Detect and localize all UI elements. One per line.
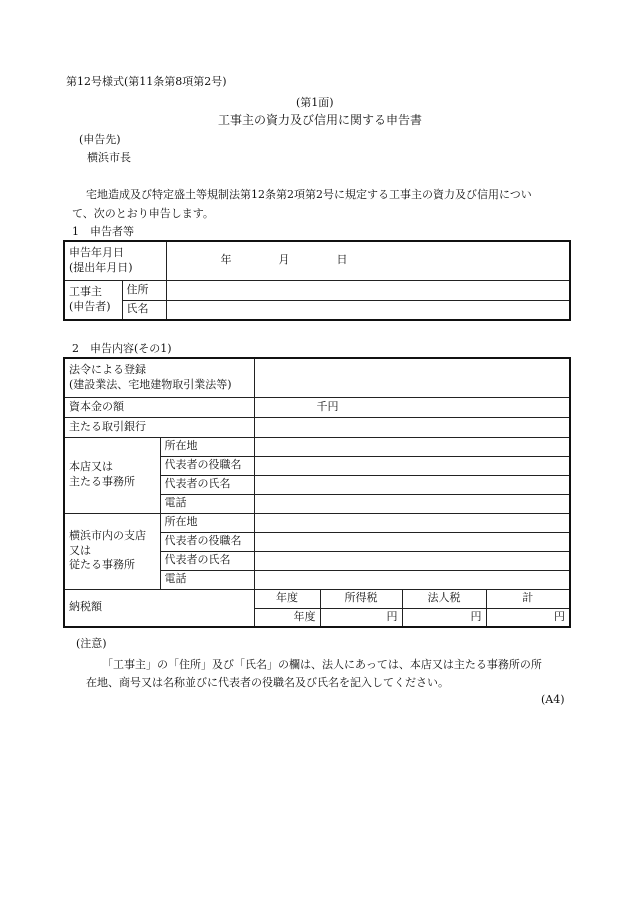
- applicant-table: [63, 240, 571, 321]
- head-office-rep-name-label: 代表者の氏名: [160, 475, 254, 494]
- head-office-location-field[interactable]: [254, 437, 570, 456]
- capital-label: 資本金の額: [64, 397, 254, 417]
- branch-phone-label: 電話: [160, 570, 254, 589]
- head-office-label: 本店又は 主たる事務所: [64, 437, 160, 513]
- declaration-table: [63, 357, 571, 628]
- tax-col-year: 年度: [254, 589, 320, 608]
- income-tax-field[interactable]: 円: [320, 608, 402, 627]
- form-number: 第12号様式(第11条第8項第2号): [66, 75, 227, 88]
- tax-col-income: 所得税: [320, 589, 402, 608]
- submission-date-field[interactable]: 年 月 日: [166, 241, 570, 280]
- section-1-heading: 1 申告者等: [72, 225, 134, 238]
- document-title: 工事主の資力及び信用に関する申告書: [218, 113, 423, 127]
- submission-date-label: 申告年月日 (提出年月日): [64, 241, 166, 280]
- tax-year-field[interactable]: 年度: [254, 608, 320, 627]
- branch-rep-title-label: 代表者の役職名: [160, 532, 254, 551]
- head-office-rep-name-field[interactable]: [254, 475, 570, 494]
- capital-field[interactable]: [254, 397, 570, 417]
- address-label: 住所: [122, 280, 166, 300]
- head-office-rep-title-field[interactable]: [254, 456, 570, 475]
- branch-rep-title-field[interactable]: [254, 532, 570, 551]
- notes-line-2: 在地、商号又は名称並びに代表者の役職名及び氏名を記入してください。: [86, 676, 449, 689]
- corporate-tax-field[interactable]: 円: [402, 608, 486, 627]
- branch-phone-field[interactable]: [254, 570, 570, 589]
- tax-label: 納税額: [64, 589, 254, 627]
- branch-location-label: 所在地: [160, 513, 254, 532]
- bank-label: 主たる取引銀行: [64, 417, 254, 437]
- tax-col-total: 計: [486, 589, 570, 608]
- intro-line-2: て、次のとおり申告します。: [72, 207, 214, 220]
- registration-field[interactable]: [254, 358, 570, 397]
- section-2-heading: 2 申告内容(その1): [72, 342, 172, 355]
- addressee-name: 横浜市長: [87, 151, 131, 164]
- page-indicator: (第1面): [296, 96, 334, 109]
- head-office-phone-field[interactable]: [254, 494, 570, 513]
- name-label: 氏名: [122, 300, 166, 320]
- bank-field[interactable]: [254, 417, 570, 437]
- paper-size: (A4): [541, 693, 565, 706]
- head-office-phone-label: 電話: [160, 494, 254, 513]
- intro-line-1: 宅地造成及び特定盛土等規制法第12条第2項第2号に規定する工事主の資力及び信用につい: [86, 188, 532, 201]
- tax-total-field[interactable]: 円: [486, 608, 570, 627]
- tax-col-corporate: 法人税: [402, 589, 486, 608]
- head-office-location-label: 所在地: [160, 437, 254, 456]
- branch-office-label: 横浜市内の支店 又は 従たる事務所: [64, 513, 160, 589]
- registration-label: 法令による登録 (建設業法、宅地建物取引業法等): [64, 358, 254, 397]
- address-field[interactable]: [166, 280, 570, 300]
- name-field[interactable]: [166, 300, 570, 320]
- capital-unit: 千円: [316, 399, 339, 413]
- applicant-label: 工事主 (申告者): [64, 280, 122, 320]
- branch-rep-name-label: 代表者の氏名: [160, 551, 254, 570]
- head-office-rep-title-label: 代表者の役職名: [160, 456, 254, 475]
- notes-label: (注意): [76, 637, 107, 650]
- branch-rep-name-field[interactable]: [254, 551, 570, 570]
- notes-line-1: 「工事主」の「住所」及び「氏名」の欄は、法人にあっては、本店又は主たる事務所の所: [102, 658, 542, 671]
- addressee-label: (申告先): [79, 133, 121, 146]
- branch-location-field[interactable]: [254, 513, 570, 532]
